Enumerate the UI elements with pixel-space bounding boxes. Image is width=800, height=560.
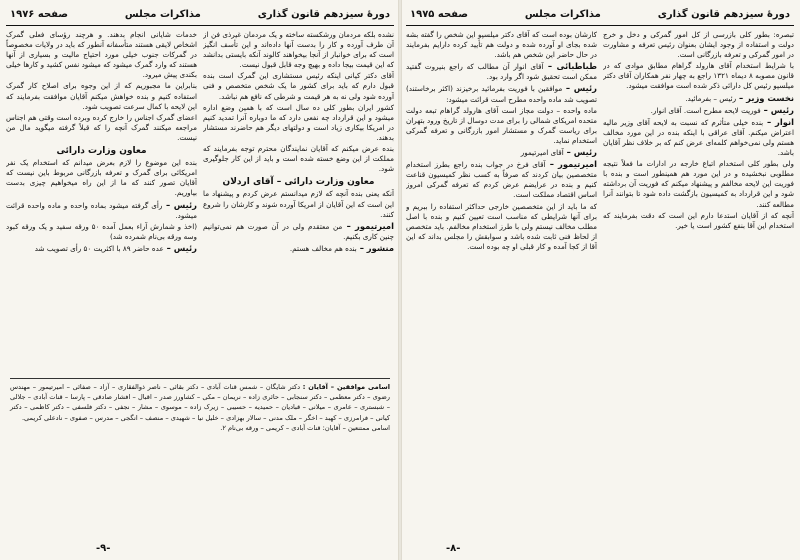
speaker-name: نخست وزیر –: [736, 92, 794, 103]
paragraph-text: رئیس – بفرمائید.: [685, 93, 737, 103]
paragraph-text: آقای فرخ در جواب بنده راجع بطرز استخدام متخصصین بیان کردند که صرفاً به کسب نظر کمیسیون قناعت کنیم و بنده در عرایضم عرض کردم که تعرفه گمرکی امروز اساس اقتصاد مملکت است.: [406, 160, 597, 200]
paragraph-text: آقای دکتر کیانی اینکه رئیس مستشاری این گمرک است بنده قبول دارم که باید برای کشور ما یک شخص متخصص و فنی آورده شود ولی نه به هر قیمت و شرطی که نافع هم نباشد.: [203, 71, 394, 101]
section-heading: معاون وزارت دارائی: [56, 146, 147, 157]
paragraph: [6, 200, 197, 221]
paragraph: [406, 202, 597, 252]
paragraph: [6, 243, 197, 254]
paragraph-text: آقای انوار آن مطالب که راجع بنیروت گفتید ممکن است تحقیق شود اگر وارد بود.: [406, 62, 597, 82]
paragraph: [6, 222, 197, 242]
paragraph: [603, 211, 794, 231]
left-columns: [6, 30, 394, 375]
paragraph-text: نشده بلکه مردمان ورشکسته ساخته و یک مردمان غیرذی فن از آن طرف آورده و کار را بدست آنها داده‌اند و این تأسف انگیز است که برای خوانبار از آنجا بیخواهند کالوند آنکه بایستی بدانشد که این قیمت بیجا داده و بهیچ وجه قابل قبول نیست.: [203, 30, 394, 70]
paragraph-text: آنکه یعنی بنده آنچه که لازم میدانستم عرض کردم و پیشنهاد ما این است که این آقایان از امریکا آورده شوند و کارشان را شروع کنند.: [203, 189, 394, 219]
speaker-name: انوار –: [763, 116, 794, 127]
paragraph: [203, 243, 394, 254]
paragraph-text: رأی گرفته میشود بماده واحده و ماده واحده قرائت میشود.: [6, 200, 197, 220]
paragraph-text: موافقین با فوریت بفرمائید برخیزند (اکثر برخاستند) تصویب شد ماده واحده مطرح است قرائت میشود:: [406, 84, 597, 104]
paragraph-text: فوریت لایحه مطرح است. آقای انوار.: [650, 105, 761, 115]
right-folio: -۸-: [446, 543, 461, 554]
paragraph-text: کارشان بوده است که آقای دکتر میلسپو این شخص را گفته بشه شده بجای او آورده شده و دولت هم تأیید کرده دارایم بفرمایند در حال حاضر این شخص هم باشد.: [406, 30, 597, 60]
vote-list: [10, 378, 390, 433]
speaker-name: طباطبائی –: [543, 61, 597, 72]
paragraph-text: که ما باید از این متخصصین خارجی حداکثر استفاده را ببریم و برای آنها شرایطی که مناسب است تعیین کنیم و بنده با اصل مطلب مخالف نیستم ولی با طرز استخدام مخالفم. باید متخصص از لحاظ فنی ثابت شده باشد و سوابقش را مجلس بداند که این آقا از کجا آمده و کار قبلی او چه بوده است.: [406, 201, 597, 251]
paragraph: [603, 159, 794, 209]
speaker-name: رئیس –: [163, 242, 197, 253]
paragraph: [603, 93, 794, 104]
right-page-column-right: [603, 30, 794, 530]
paragraph: [406, 159, 597, 200]
paragraph-text: بنده خیلی متأثرم که نسبت به لایحه آقای وزیر مالیه اعتراض میکنم. آقای عراقی با اینکه بنده در این مورد مخالف هستم ولی نمی‌خواهم کلمه‌ای عرض کنم که بر خلاف نظر آقایان باشد.: [603, 117, 794, 158]
speaker-name: امیرتیمور –: [342, 220, 394, 231]
paragraph: [406, 30, 597, 60]
right-page: [406, 6, 794, 554]
paragraph-text: بنابراین ما مجبوریم که از این وجوه برای اصلاح کار گمرک استفاده کنیم و بنده خواهش میکنم آقایان موافقت بفرمایند که این لایحه با کمال سرعت تصویب شود.: [6, 81, 197, 111]
paragraph-text: کشور ایران بطور کلی ده سال است که با همین وضع اداره میشود و این قرارداد چه نفعی دارد که ما دوباره آنرا تمدید کنیم در امریکا بیکاری زیاد است و دولتهای دیگر هم حاضرند مستشار بدهند.: [203, 102, 394, 142]
paragraph-text: اعضای گمرک اجناس را خارج کرده وبرده است وقتی هم اجناس مراجعه میکنند گمرک آنچه را که قبلاً گرفته میگوید مال من نیست.: [6, 112, 197, 142]
speaker-name: رئیس –: [562, 83, 597, 94]
paragraph: [203, 221, 394, 242]
paragraph-text: ولی بطور کلی استخدام اتباع خارجه در ادارات ما فعلاً نتیجه مطلوبی نبخشیده و در این مورد هم همینطور است و بنده با فوریت این لایحه مخالفم و پیشنهاد میکنم که فوریت آن برداشته شود و این قرارداد به کمیسیون بازگشت داده شود تا بتوانند آنرا مطالعه کنند.: [603, 159, 794, 209]
left-series-title: دورهٔ سیزدهم قانون گذاری: [257, 8, 390, 20]
paragraph-text: بنده این موضوع را لازم بعرض میدانم که استخدام یک نفر امریکائی برای گمرک و تعرفه بازرگانی مربوط باین نیست که آقایان تصور کنند که ما از این راه میخواهیم چیزی بدست بیاوریم.: [6, 158, 197, 198]
vote-list-header: اسامی موافقین – آقایان :: [302, 383, 390, 391]
paragraph: [203, 189, 394, 219]
left-page-number: صفحه ۱۹۷۶: [10, 8, 69, 20]
right-section-title: مذاکرات مجلس: [524, 8, 601, 20]
right-page-number: صفحه ۱۹۷۵: [410, 8, 469, 20]
paragraph-text: (اخذ و شمارش آراء بعمل آمده ۵۰ ورقه سفید و یک ورقه کبود وسه ورقه بی‌نام شمرده شد): [6, 221, 197, 241]
paragraph-text: با شرایط استخدام آقای هارولد گراهام مطابق موادی که در قانون مصوبه ۸ دیماه ۱۳۲۱ راجع به چهار نفر همکاران آقای دکتر میلسپو رئیس کل دارائی ذکر شده است موافقت میشود.: [603, 61, 794, 91]
book-gutter: [398, 0, 402, 560]
left-section-title: مذاکرات مجلس: [124, 8, 201, 20]
paragraph-text: خدمات شایانی انجام بدهند. و هرچند رؤسای فعلی گمرک اشخاص لایقی هستند متأسفانه آنطور که باید در ولایات مخصوصاً در گمرکات جنوب خیلی مورد احتیاج مالیت و بسیاری از آنها هستند که وارد گمرک میشود که میشود نفس کشید و کارها خیلی بکندی پیش میرود.: [6, 30, 197, 80]
speaker-name: رئیس –: [162, 199, 197, 210]
left-folio: -۹-: [96, 543, 111, 554]
paragraph: [6, 81, 197, 111]
paragraph: [406, 61, 597, 82]
left-page-header: [6, 6, 394, 26]
paragraph: [6, 158, 197, 198]
vote-list-note: اسامی ممتنعین – آقایان: قنات آبادی – کریمی – ورقه بی‌نام ۲.: [220, 423, 390, 432]
section-heading: معاون وزارت دارائی – آقای اردلان: [222, 177, 375, 188]
right-columns: [406, 30, 794, 530]
left-page-column-right: [203, 30, 394, 375]
paragraph: [203, 71, 394, 101]
speaker-name: منشور –: [356, 242, 394, 253]
left-page: [6, 6, 394, 554]
paragraph-text: تبصره: بطور کلی بازرسی از کل امور گمرکی و دخل و خرج دولت و استفاده از وجود ایشان بعنوان رئیس تعرفه و مشاورت در امور گمرکی و تعرفه بازرگانی است.: [603, 30, 794, 60]
paragraph: [203, 30, 394, 70]
speaker-name: رئیس –: [760, 104, 794, 115]
paragraph: [6, 113, 197, 143]
vote-list-names: دکتر شایگان – شمس قنات آبادی – دکتر بقائی – ناصر ذوالفقاری – آزاد – صفائی – امیرتیمور – مهندس رضوی – دکتر معظمی – دکتر سنجابی – حائری زاده – نریمان – مکی – کشاورز صدر – اقبال – افشار صادقی – پارسا – قنات آبادی – جلالی – شبستری – عامری – میلانی – قبادیان – حمیدیه – حسیبی – زیرک زاده – موسوی – مشار – نجفی – دکتر فلسفی – دکتر کاظمی – دکتر کیانی – فرامرزی – کهبد – اخگر – ملک مدنی – سالار بهزادی – خلیل نیا – شهیدی – منصف – انگجی – مدرس – صفوی – نادعلی کریمی.: [10, 383, 390, 422]
paragraph: [603, 105, 794, 116]
paragraph: [603, 117, 794, 158]
speaker-name: امیرتیمور –: [545, 159, 597, 170]
paragraph: [203, 144, 394, 174]
left-page-column-left: [6, 30, 197, 375]
paragraph: [203, 103, 394, 143]
paragraph-text: بنده هم مخالف هستم.: [289, 243, 357, 253]
paragraph: [406, 106, 597, 146]
paragraph-text: من معتقدم ولی در آن صورت هم نمی‌توانیم چنین کاری بکنیم.: [203, 221, 394, 241]
paragraph-text: عده حاضر ۸۹ با اکثریت ۵۰ رأی تصویب شد: [34, 243, 164, 253]
right-page-header: [406, 6, 794, 26]
right-series-title: دورهٔ سیزدهم قانون گذاری: [657, 8, 790, 20]
paragraph: [406, 147, 597, 158]
paragraph: [603, 61, 794, 91]
right-page-column-left: [406, 30, 597, 530]
paragraph: [603, 30, 794, 60]
paragraph: [6, 30, 197, 80]
speaker-name: رئیس –: [563, 147, 597, 158]
paragraph-text: آقای امیرتیمور: [520, 148, 564, 158]
paragraph-text: آنچه که از آقایان استدعا دارم این است که دقت بفرمایند که استخدام این آقا بنفع کشور است یا خیر.: [603, 210, 794, 230]
paragraph-text: بنده عرض میکنم که آقایان نمایندگان محترم توجه بفرمایند که مملکت از این وضع خسته شده است و باید از این کار جلوگیری شود.: [203, 144, 394, 174]
paragraph: [406, 83, 597, 104]
paragraph-text: ماده واحده – دولت مجاز است آقای هارولد گراهام تبعه دولت متحده امریکای شمالی را برای مدت دوسال از تاریخ ورود بتهران برای ریاست گمرک و مستشار امور بازرگانی و تعرفه گمرکی استخدام نماید.: [406, 105, 597, 145]
